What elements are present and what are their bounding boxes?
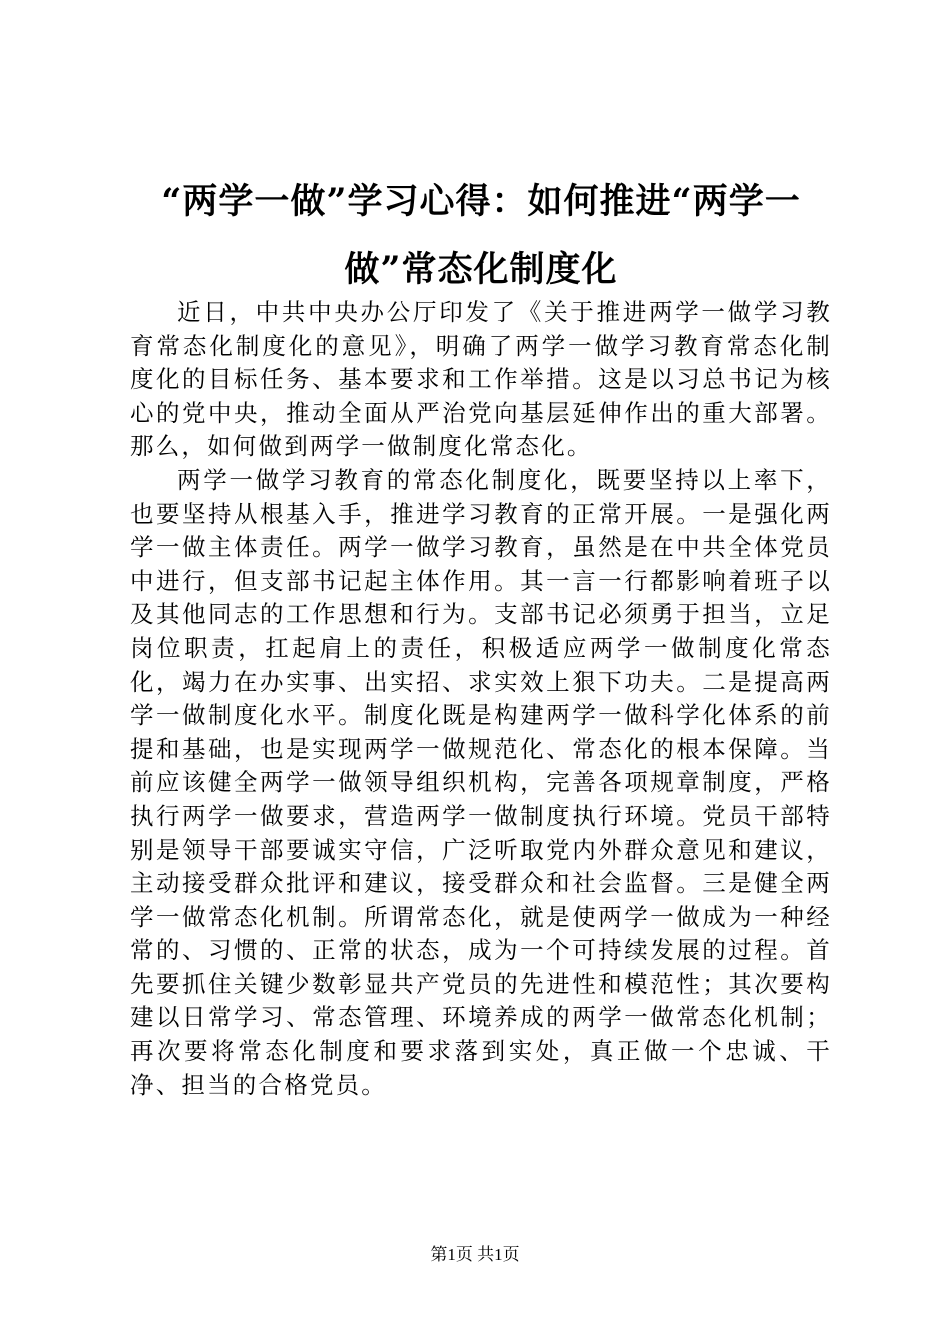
paragraph-2: 两学一做学习教育的常态化制度化，既要坚持以上率下，也要坚持从根基入手，推进学习教育的正常开展。一是强化两学一做主体责任。两学一做学习教育，虽然是在中共全体党员中进行，但支部书记起主体作用。其一言一行都影响着班子以及其他同志的工作思想和行为。支部书记必须勇于担当，立足岗位职责，扛起肩上的责任，积极适应两学一做制度化常态化，竭力在办实事、出实招、求实效上狠下功夫。二是提高两学一做制度化水平。制度化既是构建两学一做科学化体系的前提和基础，也是实现两学一做规范化、常态化的根本保障。当前应该健全两学一做领导组织机构，完善各项规章制度，严格执行两学一做要求，营造两学一做制度执行环境。党员干部特别是领导干部要诚实守信，广泛听取党内外群众意见和建议，主动接受群众批评和建议，接受群众和社会监督。三是健全两学一做常态化机制。所谓常态化，就是使两学一做成为一种经常的、习惯的、正常的状态，成为一个可持续发展的过程。首先要抓住关键少数彰显共产党员的先进性和模范性；其次要构建以日常学习、常态管理、环境养成的两学一做常态化机制；再次要将常态化制度和要求落到实处，真正做一个忠诚、干净、担当的合格党员。 [130, 465, 832, 1099]
page-footer: 第1页 共1页 [430, 1245, 520, 1264]
document-body [130, 296, 832, 1102]
paragraph-1: 近日，中共中央办公厅印发了《关于推进两学一做学习教育常态化制度化的意见》，明确了两学一做学习教育常态化制度化的目标任务、基本要求和工作举措。这是以习总书记为核心的党中央，推动全面从严治党向基层延伸作出的重大部署。那么，如何做到两学一做制度化常态化。 [130, 298, 832, 461]
document-title: “两学一做”学习心得：如何推进“两学一做”常态化制度化 [161, 181, 801, 290]
